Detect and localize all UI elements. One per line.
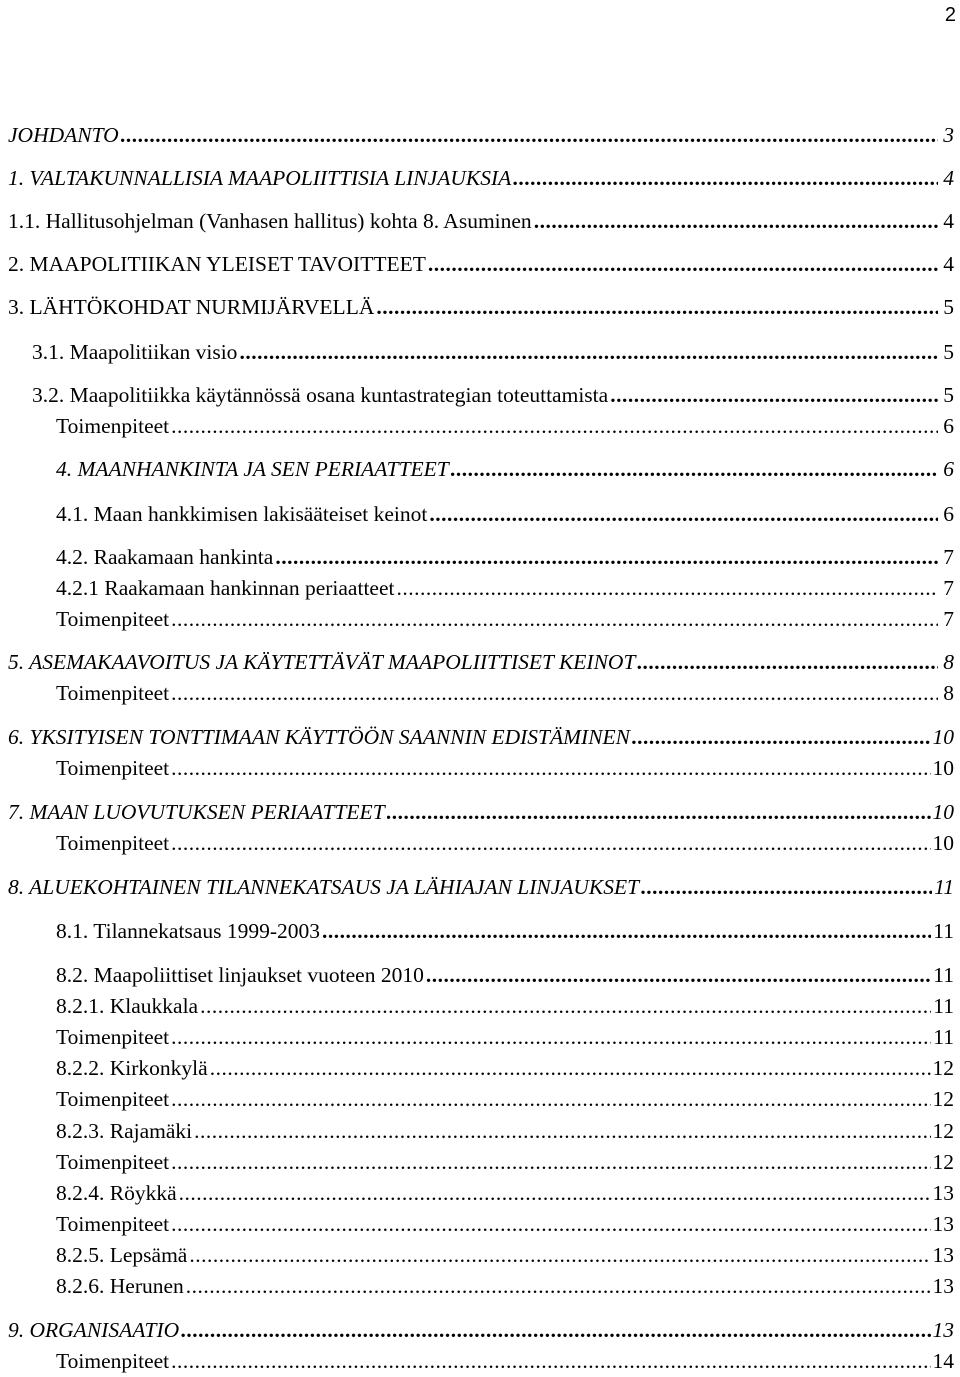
toc-entry-title: Toimenpiteet <box>56 414 170 438</box>
toc-entry-chapter-2[interactable] <box>8 251 954 277</box>
toc-leader <box>239 339 938 365</box>
toc-leader <box>171 1024 931 1050</box>
toc-entry-page: 8 <box>943 650 954 674</box>
toc-leader <box>376 294 938 320</box>
toc-entry-section-8-2-2[interactable] <box>56 1055 954 1081</box>
toc-leader <box>641 874 932 900</box>
toc-leader <box>610 382 938 408</box>
toc-entry-title: 4.1. Maan hankkimisen lakisääteiset keinot <box>56 502 428 526</box>
toc-entry-page: 5 <box>943 383 954 407</box>
toc-leader <box>428 251 938 277</box>
toc-entry-page: 14 <box>932 1349 954 1373</box>
toc-entry-page: 4 <box>943 252 954 276</box>
toc-leader <box>200 993 931 1019</box>
toc-entry-page: 10 <box>932 725 954 749</box>
toc-leader <box>451 456 938 482</box>
toc-entry-page: 8 <box>943 681 954 705</box>
toc-entry-page: 5 <box>943 340 954 364</box>
toc-entry-section-8-2-6[interactable] <box>56 1273 954 1299</box>
toc-entry-title: 4. MAANHANKINTA JA SEN PERIAATTEET <box>56 457 449 481</box>
toc-leader <box>632 724 930 750</box>
toc-entry-title: 8.2.6. Herunen <box>56 1274 184 1298</box>
toc-leader <box>534 208 938 234</box>
toc-entry-title: Toimenpiteet <box>56 1212 170 1236</box>
toc-entry-section-8-2-1[interactable] <box>56 993 954 1019</box>
toc-entry-section-8-2-4[interactable] <box>56 1180 954 1206</box>
toc-entry-chapter-9[interactable] <box>8 1317 954 1343</box>
toc-leader <box>426 962 931 988</box>
toc-entry-section-8-2-5[interactable] <box>56 1242 954 1268</box>
toc-leader <box>171 1086 930 1112</box>
toc-entry-page: 11 <box>933 994 954 1018</box>
toc-entry-toimenpiteet[interactable] <box>56 1086 954 1112</box>
toc-entry-title: 8.2. Maapoliittiset linjaukset vuoteen 2010 <box>56 963 424 987</box>
toc-entry-section-8-2-3[interactable] <box>56 1118 954 1144</box>
toc-entry-page: 7 <box>943 607 954 631</box>
toc-entry-title: Toimenpiteet <box>56 1025 170 1049</box>
toc-entry-title: 8.2.3. Rajamäki <box>56 1119 193 1143</box>
toc-entry-page: 4 <box>943 209 954 233</box>
toc-entry-page: 10 <box>932 831 954 855</box>
toc-entry-title: Toimenpiteet <box>56 831 170 855</box>
toc-leader <box>210 1055 931 1081</box>
toc-entry-page: 5 <box>943 295 954 319</box>
toc-entry-page: 11 <box>933 963 954 987</box>
toc-leader <box>171 1348 930 1374</box>
toc-leader <box>513 165 938 191</box>
toc-entry-title: Toimenpiteet <box>56 607 170 631</box>
toc-entry-toimenpiteet[interactable] <box>56 413 954 439</box>
toc-entry-page: 7 <box>943 576 954 600</box>
toc-entry-page: 6 <box>943 414 954 438</box>
toc-leader <box>171 413 938 439</box>
toc-leader <box>396 575 938 601</box>
toc-entry-page: 10 <box>932 756 954 780</box>
toc-entry-title: Toimenpiteet <box>56 1349 170 1373</box>
toc-entry-title: 4.2. Raakamaan hankinta <box>56 545 274 569</box>
toc-entry-page: 12 <box>932 1087 954 1111</box>
toc-entry-section-1-1[interactable] <box>8 208 954 234</box>
toc-entry-title: 5. ASEMAKAAVOITUS JA KÄYTETTÄVÄT MAAPOLIITTISET KEINOT <box>8 650 636 674</box>
toc-entry-title: 7. MAAN LUOVUTUKSEN PERIAATTEET <box>8 800 385 824</box>
toc-entry-page: 12 <box>932 1119 954 1143</box>
toc-entry-page: 13 <box>932 1274 954 1298</box>
toc-leader <box>275 544 938 570</box>
toc-entry-section-4-2-1[interactable] <box>56 575 954 601</box>
toc-entry-title: 6. YKSITYISEN TONTTIMAAN KÄYTTÖÖN SAANNIN EDISTÄMINEN <box>8 725 631 749</box>
toc-entry-title: Toimenpiteet <box>56 756 170 780</box>
toc-leader <box>194 1118 930 1144</box>
toc-leader <box>171 1211 930 1237</box>
toc-leader <box>189 1242 930 1268</box>
toc-entry-title: 3.1. Maapolitiikan visio <box>32 340 238 364</box>
toc-leader <box>171 830 930 856</box>
toc-entry-page: 7 <box>943 545 954 569</box>
toc-entry-toimenpiteet[interactable] <box>56 606 954 632</box>
toc-leader <box>186 1273 931 1299</box>
toc-leader <box>322 918 931 944</box>
toc-entry-chapter-4[interactable] <box>56 456 954 482</box>
toc-entry-page: 13 <box>932 1212 954 1236</box>
toc-entry-chapter-3[interactable] <box>8 294 954 320</box>
toc-leader <box>637 649 938 675</box>
toc-leader <box>171 1149 930 1175</box>
toc-entry-title: Toimenpiteet <box>56 681 170 705</box>
toc-entry-title: Toimenpiteet <box>56 1150 170 1174</box>
toc-entry-title: 3. LÄHTÖKOHDAT NURMIJÄRVELLÄ <box>8 295 375 319</box>
toc-entry-title: 3.2. Maapolitiikka käytännössä osana kuntastrategian toteuttamista <box>32 383 609 407</box>
toc-entry-section-8-1[interactable] <box>56 918 954 944</box>
toc-entry-title: 8.2.5. Lepsämä <box>56 1243 188 1267</box>
toc-entry-page: 6 <box>943 457 954 481</box>
toc-entry-toimenpiteet[interactable] <box>56 1348 954 1374</box>
toc-entry-page: 13 <box>932 1181 954 1205</box>
toc-entry-page: 12 <box>932 1150 954 1174</box>
page-number: 2 <box>944 4 956 26</box>
toc-leader <box>171 606 938 632</box>
toc-leader <box>171 680 938 706</box>
toc-entry-toimenpiteet[interactable] <box>56 830 954 856</box>
toc-leader <box>171 755 930 781</box>
toc-entry-section-4-1[interactable] <box>56 501 954 527</box>
toc-entry-title: 1. VALTAKUNNALLISIA MAAPOLIITTISIA LINJAUKSIA <box>8 166 512 190</box>
toc-entry-page: 4 <box>943 166 954 190</box>
toc-entry-title: 4.2.1 Raakamaan hankinnan periaatteet <box>56 576 395 600</box>
toc-entry-johdanto[interactable] <box>8 122 954 148</box>
toc-leader <box>387 799 931 825</box>
toc-entry-title: 1.1. Hallitusohjelman (Vanhasen hallitus) kohta 8. Asuminen <box>8 209 532 233</box>
toc-entry-title: 8.1. Tilannekatsaus 1999-2003 <box>56 919 320 943</box>
toc-entry-page: 12 <box>932 1056 954 1080</box>
toc-entry-chapter-6[interactable] <box>8 724 954 750</box>
toc-entry-title: 9. ORGANISAATIO <box>8 1318 180 1342</box>
toc-entry-page: 11 <box>934 875 954 899</box>
toc-entry-section-3-2[interactable] <box>32 382 954 408</box>
toc-entry-title: 8. ALUEKOHTAINEN TILANNEKATSAUS JA LÄHIAJAN LINJAUKSET <box>8 875 640 899</box>
toc-entry-toimenpiteet[interactable] <box>56 680 954 706</box>
toc-entry-title: Toimenpiteet <box>56 1087 170 1111</box>
toc-entry-title: 2. MAAPOLITIIKAN YLEISET TAVOITTEET <box>8 252 426 276</box>
toc-entry-toimenpiteet[interactable] <box>56 755 954 781</box>
toc-entry-chapter-8[interactable] <box>8 874 954 900</box>
toc-entry-toimenpiteet[interactable] <box>56 1024 954 1050</box>
toc-entry-section-4-2[interactable] <box>56 544 954 570</box>
toc-entry-title: 8.2.4. Röykkä <box>56 1181 177 1205</box>
toc-leader <box>121 122 938 148</box>
toc-entry-page: 3 <box>943 123 954 147</box>
toc-entry-title: JOHDANTO <box>8 123 119 147</box>
toc-entry-title: 8.2.2. Kirkonkylä <box>56 1056 208 1080</box>
toc-entry-page: 11 <box>933 1025 954 1049</box>
toc-entry-section-8-2[interactable] <box>56 962 954 988</box>
toc-entry-chapter-5[interactable] <box>8 649 954 675</box>
toc-entry-toimenpiteet[interactable] <box>56 1211 954 1237</box>
toc-entry-title: 8.2.1. Klaukkala <box>56 994 199 1018</box>
toc-entry-chapter-7[interactable] <box>8 799 954 825</box>
toc-leader <box>179 1180 931 1206</box>
toc-entry-page: 11 <box>933 919 954 943</box>
toc-leader <box>181 1317 930 1343</box>
toc-entry-toimenpiteet[interactable] <box>56 1149 954 1175</box>
toc-entry-page: 13 <box>932 1243 954 1267</box>
toc-leader <box>429 501 938 527</box>
toc-entry-section-3-1[interactable] <box>32 339 954 365</box>
toc-entry-chapter-1[interactable] <box>8 165 954 191</box>
toc-entry-page: 13 <box>932 1318 954 1342</box>
toc-entry-page: 6 <box>943 502 954 526</box>
toc-entry-page: 10 <box>932 800 954 824</box>
